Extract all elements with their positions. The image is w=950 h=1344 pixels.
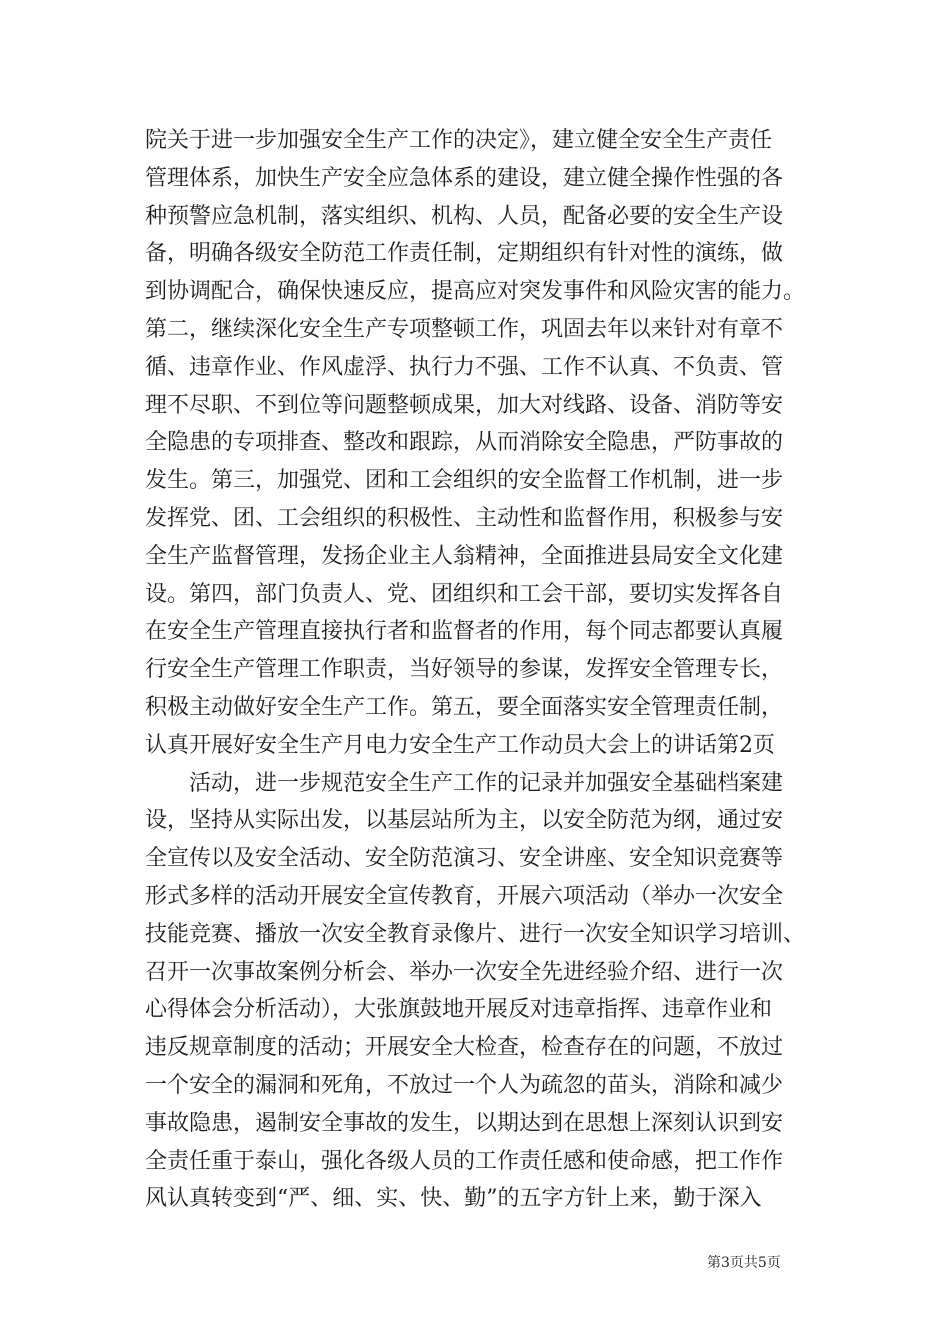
text-line: 违反规章制度的活动；开展安全大检查，检查存在的问题，不放过 xyxy=(145,1035,784,1061)
paragraph-start-line: 活动，进一步规范安全生产工作的记录并加强安全基础档案建 xyxy=(189,770,784,796)
text-line: 发生。第三，加强党、团和工会组织的安全监督工作机制，进一步 xyxy=(145,468,784,494)
text-line: 管理体系，加快生产安全应急体系的建设，建立健全操作性强的各 xyxy=(145,165,784,191)
text-line: 全生产监督管理，发扬企业主人翁精神，全面推进县局安全文化建 xyxy=(145,543,784,569)
text-line: 理不尽职、不到位等问题整顿成果，加大对线路、设备、消防等安 xyxy=(145,392,784,418)
text-line: 备，明确各级安全防范工作责任制，定期组织有针对性的演练，做 xyxy=(145,241,784,267)
text-line: 全宣传以及安全活动、安全防范演习、安全讲座、安全知识竞赛等 xyxy=(145,846,784,872)
text-line: 召开一次事故案例分析会、举办一次安全先进经验介绍、进行一次 xyxy=(145,959,784,985)
text-line: 行安全生产管理工作职责，当好领导的参谋，发挥安全管理专长， xyxy=(145,657,784,683)
text-line: 在安全生产管理直接执行者和监督者的作用，每个同志都要认真履 xyxy=(145,619,784,645)
page-number: 第3页共5页 xyxy=(707,1255,781,1271)
text-line: 形式多样的活动开展安全宣传教育，开展六项活动（举办一次安全 xyxy=(145,883,784,909)
text-line: 技能竞赛、播放一次安全教育录像片、进行一次安全知识学习培训、 xyxy=(145,921,806,947)
text-line: 设。第四，部门负责人、党、团组织和工会干部，要切实发挥各自 xyxy=(145,581,784,607)
text-line: 事故隐患，遏制安全事故的发生，以期达到在思想上深刻认识到安 xyxy=(145,1110,784,1136)
text-line: 风认真转变到“严、细、实、快、勤”的五字方针上来，勤于深入 xyxy=(145,1186,762,1212)
text-line: 认真开展好安全生产月电力安全生产工作动员大会上的讲话第2页 xyxy=(145,732,775,758)
text-line: 循、违章作业、作风虚浮、执行力不强、工作不认真、不负责、管 xyxy=(145,354,784,380)
body-text xyxy=(145,122,825,1218)
text-line: 设，坚持从实际出发，以基层站所为主，以安全防范为纲，通过安 xyxy=(145,808,784,834)
text-line: 到协调配合，确保快速反应，提高应对突发事件和风险灾害的能力。 xyxy=(145,279,806,305)
text-line: 院关于进一步加强安全生产工作的决定》，建立健全安全生产责任 xyxy=(145,128,773,153)
text-line: 心得体会分析活动），大张旗鼓地开展反对违章指挥、违章作业和 xyxy=(145,997,773,1023)
text-line: 一个安全的漏洞和死角，不放过一个人为疏忽的苗头，消除和减少 xyxy=(145,1072,784,1098)
text-line: 第二，继续深化安全生产专项整顿工作，巩固去年以来针对有章不 xyxy=(145,316,784,342)
text-line: 全隐患的专项排查、整改和跟踪，从而消除安全隐患，严防事故的 xyxy=(145,430,784,456)
text-line: 种预警应急机制，落实组织、机构、人员，配备必要的安全生产设 xyxy=(145,203,784,229)
text-line: 全责任重于泰山，强化各级人员的工作责任感和使命感，把工作作 xyxy=(145,1148,784,1174)
text-line: 积极主动做好安全生产工作。第五，要全面落实安全管理责任制， xyxy=(145,694,784,720)
text-line: 发挥党、团、工会组织的积极性、主动性和监督作用，积极参与安 xyxy=(145,505,784,531)
